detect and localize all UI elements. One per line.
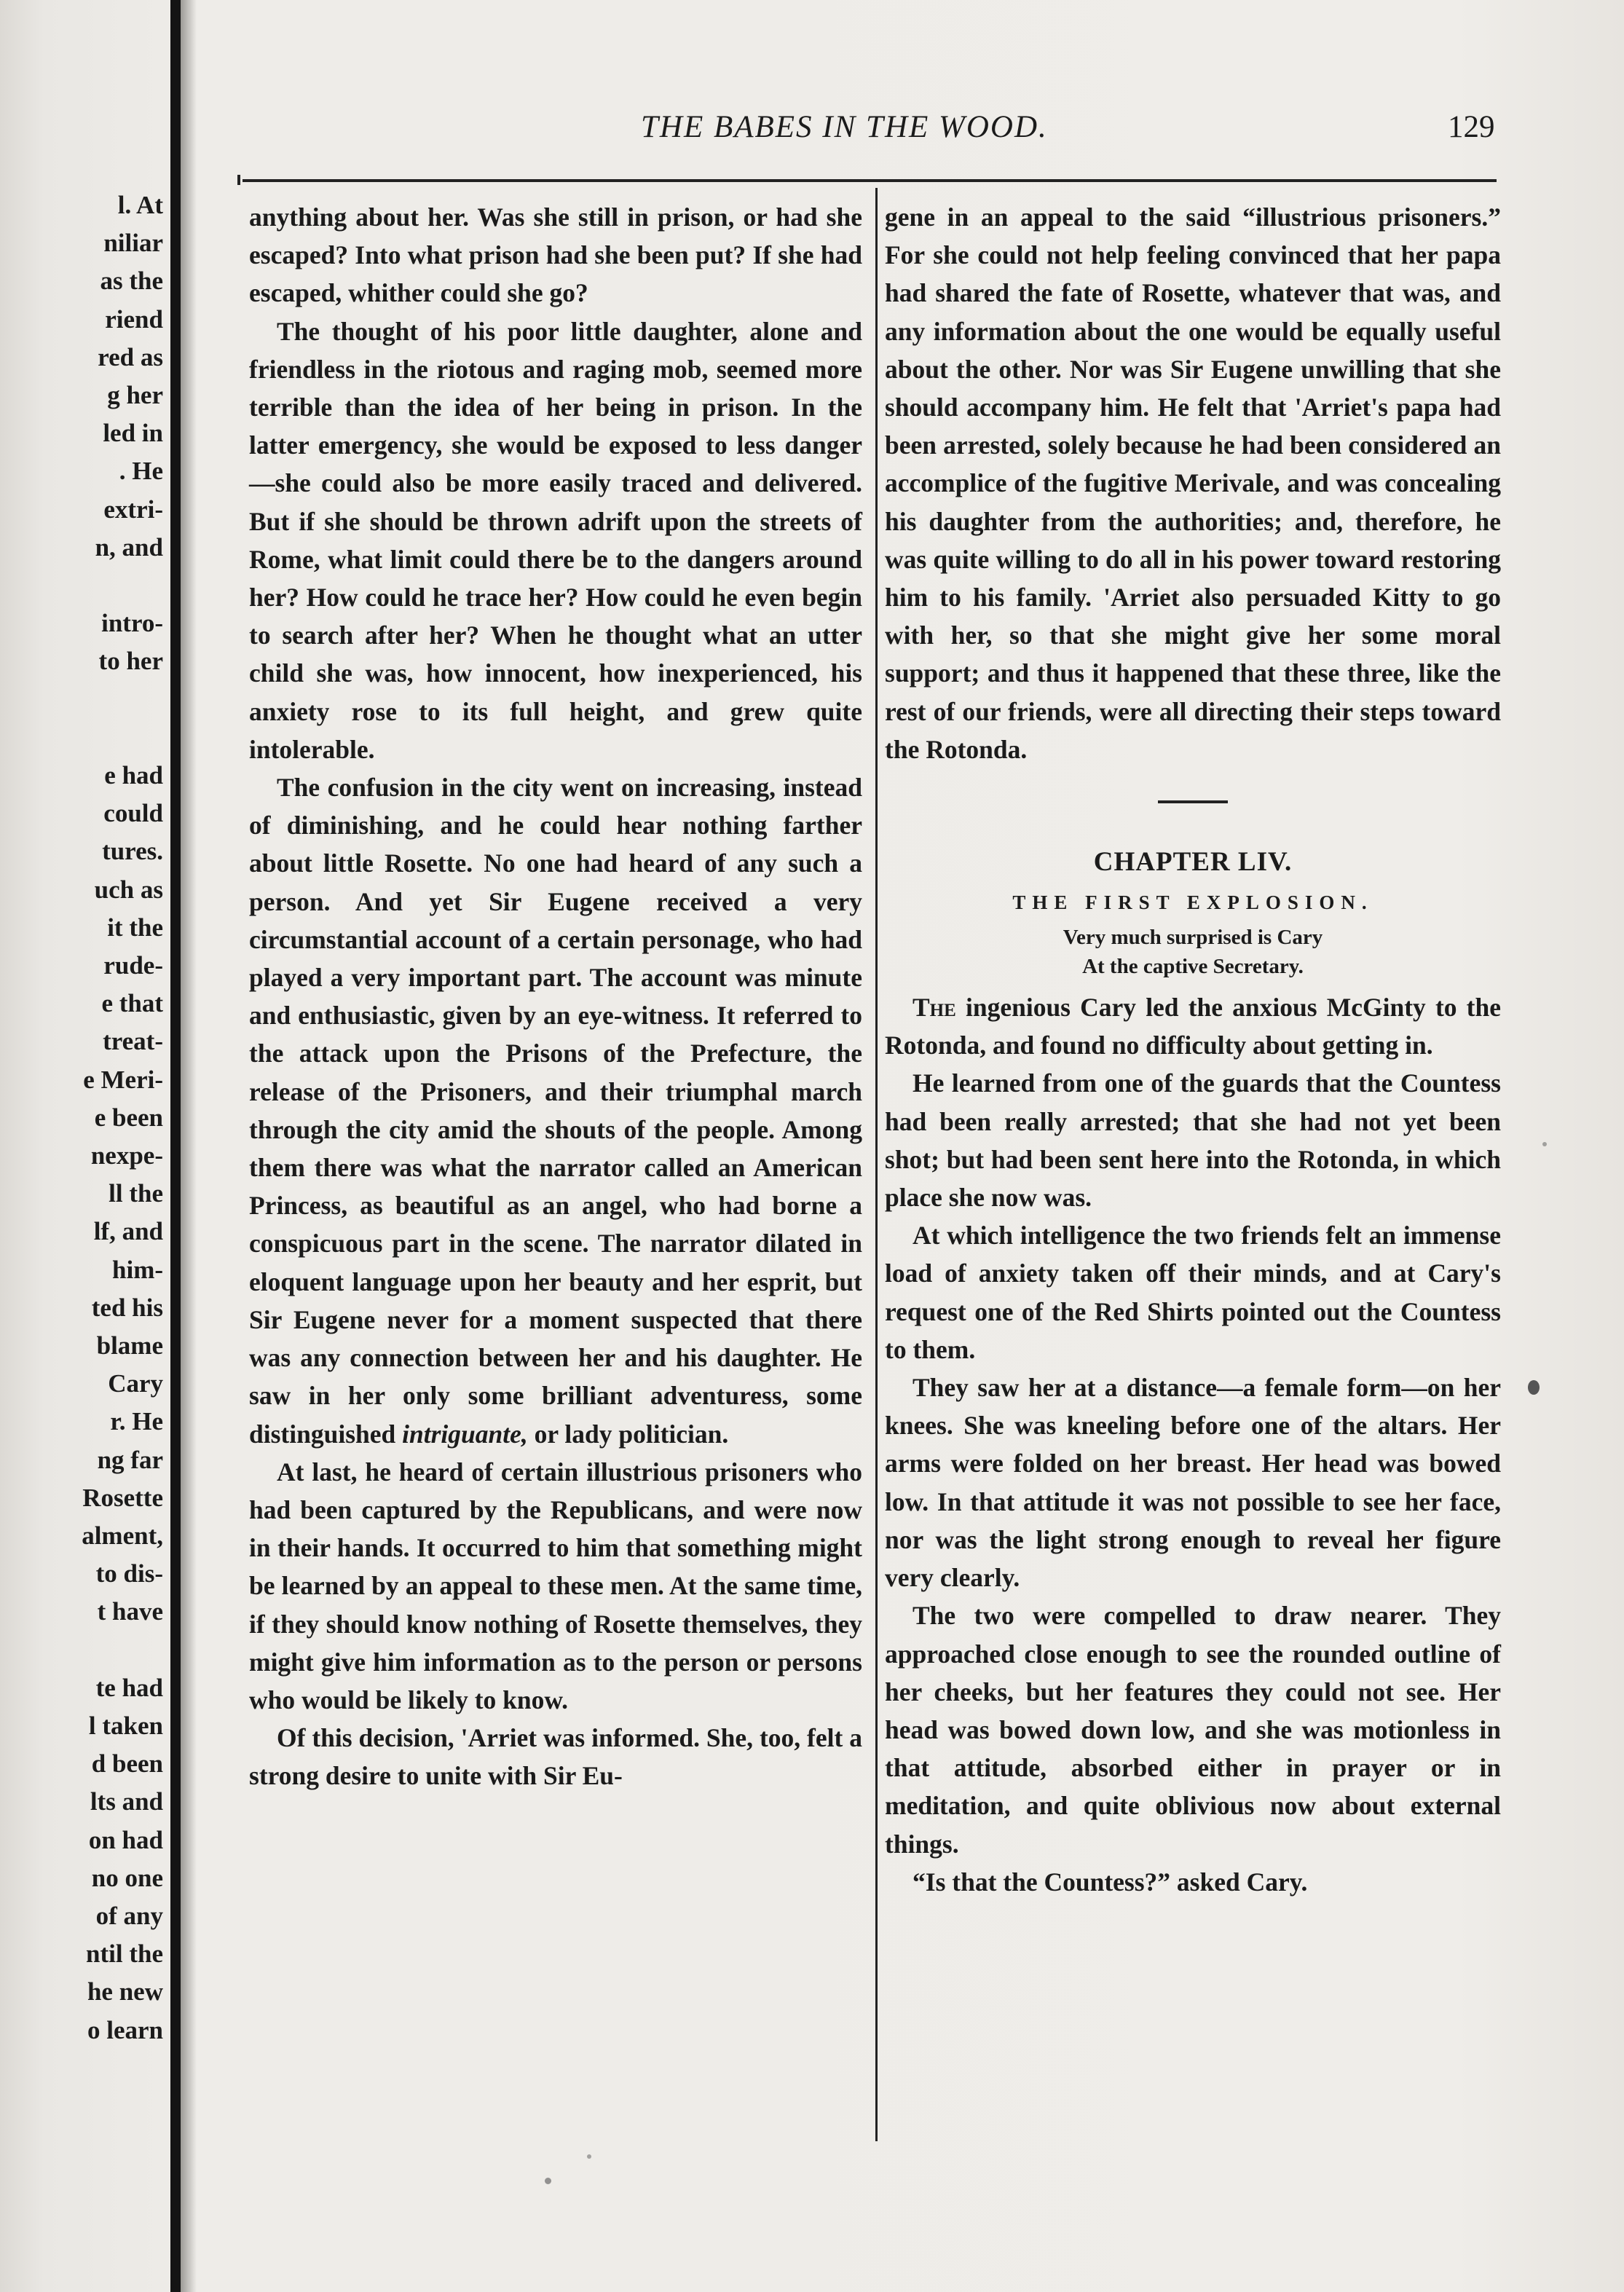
paragraph: The thought of his poor little daughter, alone and friendless in the riotous and raging mob, seemed more terrible than the idea of her being in prison. In the latter emergency, she would be exposed to less danger—she could also be more easily traced and delivered. But if she should be thrown adrift upon the streets of Rome, what limit could there be to the dangers around her? How could he trace her? How could he even begin to search after her? When he thought what an utter child she was, how innocent, how inexperienced, his anxiety rose to its full height, and grew quite intolerable. xyxy=(249,316,862,764)
facing-page-line: led in xyxy=(103,419,163,448)
page-number: 129 xyxy=(1448,110,1495,144)
right-text-column xyxy=(885,198,1501,1901)
facing-page-line: extri- xyxy=(103,495,163,524)
epigraph xyxy=(885,923,1501,981)
facing-page-line: ng far xyxy=(97,1445,163,1474)
paragraph: Of this decision, 'Arriet was informed. She, too, felt a strong desire to unite with Sir Eu- xyxy=(249,1723,862,1791)
facing-page-line: g her xyxy=(107,381,163,409)
facing-page-line: te had xyxy=(95,1673,163,1702)
paragraph: gene in an appeal to the said “illustrious prisoners.” For she could not help feeling convinced that her papa had shared the fate of Rosette, whatever that was, and any information about the one would be equally useful about the other. Nor was Sir Eugene unwilling that she should accompany him. He felt that 'Arriet's papa had been arrested, solely because he had been considered an accomplice of the fugitive Merivale, and was concealing his daughter from the authorities; and, therefore, he was quite willing to do all in his power toward restoring him to his family. 'Arriet also persuaded Kitty to go with her, so that she might give her some moral support; and thus it happened that these three, like the rest of our friends, were all directing their steps toward the Rotonda. xyxy=(885,202,1501,764)
facing-page-line: e Meri- xyxy=(83,1065,163,1094)
facing-page-line: l. At xyxy=(117,191,163,219)
facing-page-line: e been xyxy=(94,1103,163,1132)
facing-page-line: alment, xyxy=(82,1521,163,1550)
paragraph: The two were compelled to draw nearer. They approached close enough to see the rounded outline of her cheeks, but her features they could not see. Her head was bowed down low, and she was motionless in that attitude, absorbed either in prayer or in meditation, and quite oblivious now about external things. xyxy=(885,1601,1501,1859)
facing-page-line: as the xyxy=(100,267,163,296)
ink-speck xyxy=(1528,1380,1540,1395)
italic-word: intriguante, xyxy=(402,1419,528,1449)
facing-page-line: Rosette xyxy=(82,1483,163,1512)
facing-page-line: could xyxy=(103,799,163,828)
facing-page-line: e had xyxy=(104,761,163,789)
facing-page-line: . He xyxy=(119,457,163,486)
facing-page-line: on had xyxy=(88,1825,163,1854)
facing-page-line: e that xyxy=(101,989,163,1018)
header-tick-mark xyxy=(237,175,240,185)
paragraph xyxy=(885,988,1501,1064)
facing-page-line: to her xyxy=(98,647,163,676)
paragraph: They saw her at a distance—a female form—on her knees. She was kneeling before one of the altars. Her arms were folded on her breast. Her head was bowed low. In that attitude it was not possible to see her face, nor was the light strong enough to reveal her figure very clearly. xyxy=(885,1373,1501,1593)
chapter-separator-rule xyxy=(1158,800,1228,803)
facing-page-line: nexpe- xyxy=(90,1141,163,1170)
facing-page-line: lts and xyxy=(90,1787,163,1816)
facing-page-line: him- xyxy=(112,1255,163,1284)
ink-speck xyxy=(545,2178,551,2184)
header-rule xyxy=(243,179,1497,182)
chapter-subtitle: THE FIRST EXPLOSION. xyxy=(1012,891,1373,914)
epigraph-line: At the captive Secretary. xyxy=(1082,955,1304,979)
paragraph: “Is that the Countess?” asked Cary. xyxy=(912,1867,1308,1897)
facing-page-line: blame xyxy=(96,1331,163,1360)
paragraph: At which intelligence the two friends felt an immense load of anxiety taken off their minds, and at Cary's request one of the Red Shirts pointed out the Countess to them. xyxy=(885,1221,1501,1364)
facing-page-line: he new xyxy=(87,1977,163,2007)
facing-page-line: treat- xyxy=(103,1027,163,1056)
paragraph-text: The confusion in the city went on increasing, instead of diminishing, and he could hear nothing farther about little Rosette. No one had heard of any such a person. And yet Sir Eugene received a very circumstantial account of a certain personage, who had played a very important part. The account was minute and enthusiastic, given by an eye-witness. It referred to the attack upon the Prisons of the Prefecture, the release of the Prisoners, and their triumphal march through the city amid the shouts of the people. Among them there was what the narrator called an American Princess, as beautiful as an angel, who had borne a conspicuous part in the scene. The narrator dilated in eloquent language upon her beauty and her esprit, but Sir Eugene never for a moment suspected that there was any connection between her and his daughter. He saw in her only some brilliant adventuress, some distinguished xyxy=(249,773,862,1449)
paragraph xyxy=(249,768,862,1453)
facing-page-line: no one xyxy=(91,1863,163,1892)
facing-page-line: uch as xyxy=(94,875,163,904)
facing-page-line: ll the xyxy=(109,1179,163,1208)
facing-page-line: it the xyxy=(107,913,163,942)
facing-page-line: niliar xyxy=(103,229,163,258)
epigraph-line: Very much surprised is Cary xyxy=(1063,926,1323,950)
left-text-column xyxy=(249,198,862,1795)
facing-page-line: ntil the xyxy=(86,1939,163,1969)
facing-page-line: intro- xyxy=(101,609,163,638)
ink-speck xyxy=(1542,1142,1547,1146)
facing-page-edge xyxy=(0,0,170,2292)
facing-page-line: lf, and xyxy=(93,1217,163,1246)
facing-page-line: n, and xyxy=(95,532,163,562)
chapter-title: CHAPTER LIV. xyxy=(1093,847,1293,878)
column-divider xyxy=(875,188,878,2141)
facing-page-line: tures. xyxy=(102,837,163,866)
facing-page-line: t have xyxy=(97,1597,163,1626)
paragraph-text: ingenious Cary led the anxious McGinty to the Rotonda, and found no difficulty about getting in. xyxy=(885,993,1501,1060)
facing-page-line: o learn xyxy=(87,2015,163,2044)
ink-speck xyxy=(587,2154,591,2159)
facing-page-line: red as xyxy=(98,342,163,371)
paragraph: He learned from one of the guards that the Countess had been really arrested; that she had not yet been shot; but had been sent here into the Rotonda, in which place she now was. xyxy=(885,1068,1501,1213)
running-title: THE BABES IN THE WOOD. xyxy=(641,110,1048,144)
facing-page-line: Cary xyxy=(108,1369,163,1398)
gutter-shadow xyxy=(181,0,197,2292)
paragraph-text: or lady politician. xyxy=(534,1419,729,1449)
opening-word: The xyxy=(912,993,956,1023)
paragraph: anything about her. Was she still in prison, or had she escaped? Into what prison had she been put? If she had escaped, whither could she go? xyxy=(249,202,862,308)
facing-page-line: l taken xyxy=(88,1712,163,1740)
facing-page-line: riend xyxy=(105,304,163,334)
facing-page-line: ted his xyxy=(91,1293,163,1322)
facing-page-line: d been xyxy=(91,1749,163,1779)
paragraph: At last, he heard of certain illustrious prisoners who had been captured by the Republicans, and were now in their hands. It occurred to him that something might be learned by an appeal to these men. At the same time, if they should know nothing of Rosette themselves, they might give him information as to the person or persons who would be likely to know. xyxy=(249,1457,862,1714)
facing-page-line: of any xyxy=(95,1902,163,1930)
facing-page-line: rude- xyxy=(103,951,163,980)
facing-page-line: to dis- xyxy=(95,1559,163,1588)
facing-page-line: r. He xyxy=(110,1407,163,1436)
book-gutter xyxy=(170,0,181,2292)
